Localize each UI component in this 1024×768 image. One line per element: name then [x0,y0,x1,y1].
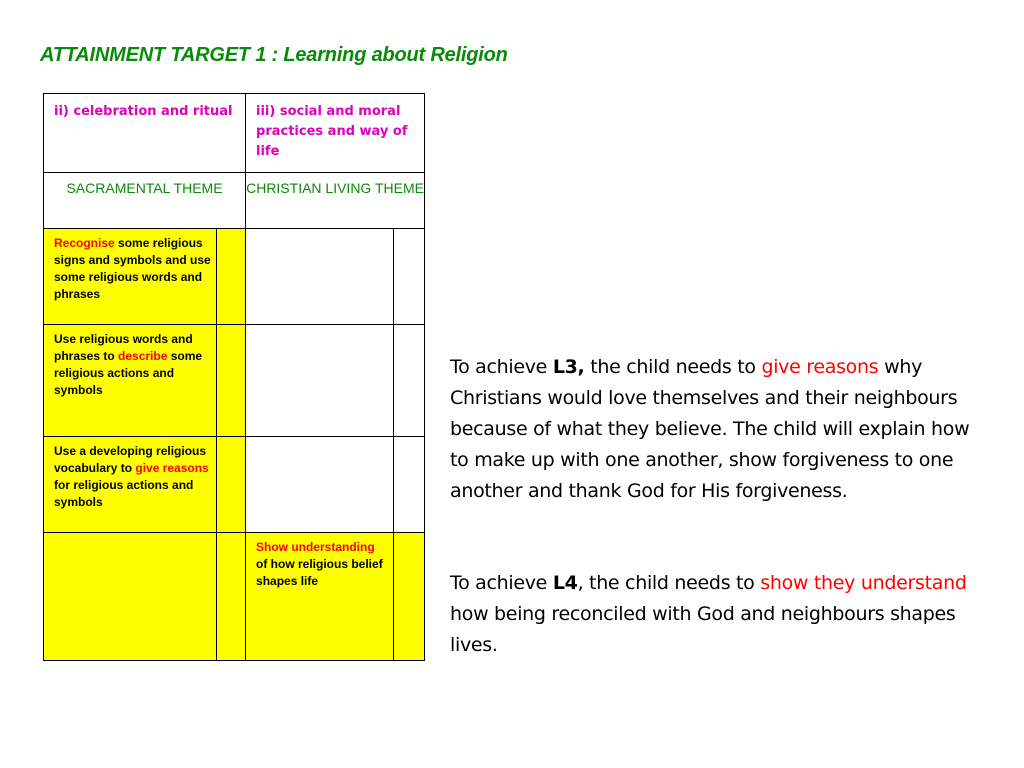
marker-cell [394,533,425,661]
christian-living-theme: CHRISTIAN LIVING THEME [246,173,425,229]
empty-cell [44,533,217,661]
level-descriptor-4: Show understanding of how religious belief shapes life [246,533,394,661]
marker-cell [217,229,246,325]
strand-header-row [44,94,425,173]
level4-paragraph: To achieve L4, the child needs to show they understand how being reconciled with God and neighbours shapes lives. [450,572,967,656]
level-descriptor-3: Use a developing religious vocabulary to give reasons for religious actions and symbols [44,437,217,533]
marker-cell [217,533,246,661]
theme-row [44,173,425,229]
strand-social-moral: iii) social and moral practices and way of life [246,94,425,173]
marker-cell [394,229,425,325]
table-row [44,229,425,325]
level3-paragraph: To achieve L3, the child needs to give reasons why Christians would love themselves and their neighbours because of what they believe. The child will explain how to make up with one another, show forgiveness to one another and thank God for His forgiveness. [450,356,970,502]
marker-cell [394,437,425,533]
marker-cell [217,325,246,437]
level-descriptor-2: Use religious words and phrases to describe some religious actions and symbols [44,325,217,437]
table-row [44,325,425,437]
level-descriptor-1: Recognise some religious signs and symbols and use some religious words and phrases [44,229,217,325]
empty-cell [246,229,394,325]
marker-cell [217,437,246,533]
strand-celebration: ii) celebration and ritual [44,94,246,173]
attainment-table [43,93,425,661]
empty-cell [246,325,394,437]
table-row [44,533,425,661]
page-title: ATTAINMENT TARGET 1 : Learning about Religion [40,44,508,66]
marker-cell [394,325,425,437]
empty-cell [246,437,394,533]
table-row [44,437,425,533]
sacramental-theme: SACRAMENTAL THEME [44,173,246,229]
